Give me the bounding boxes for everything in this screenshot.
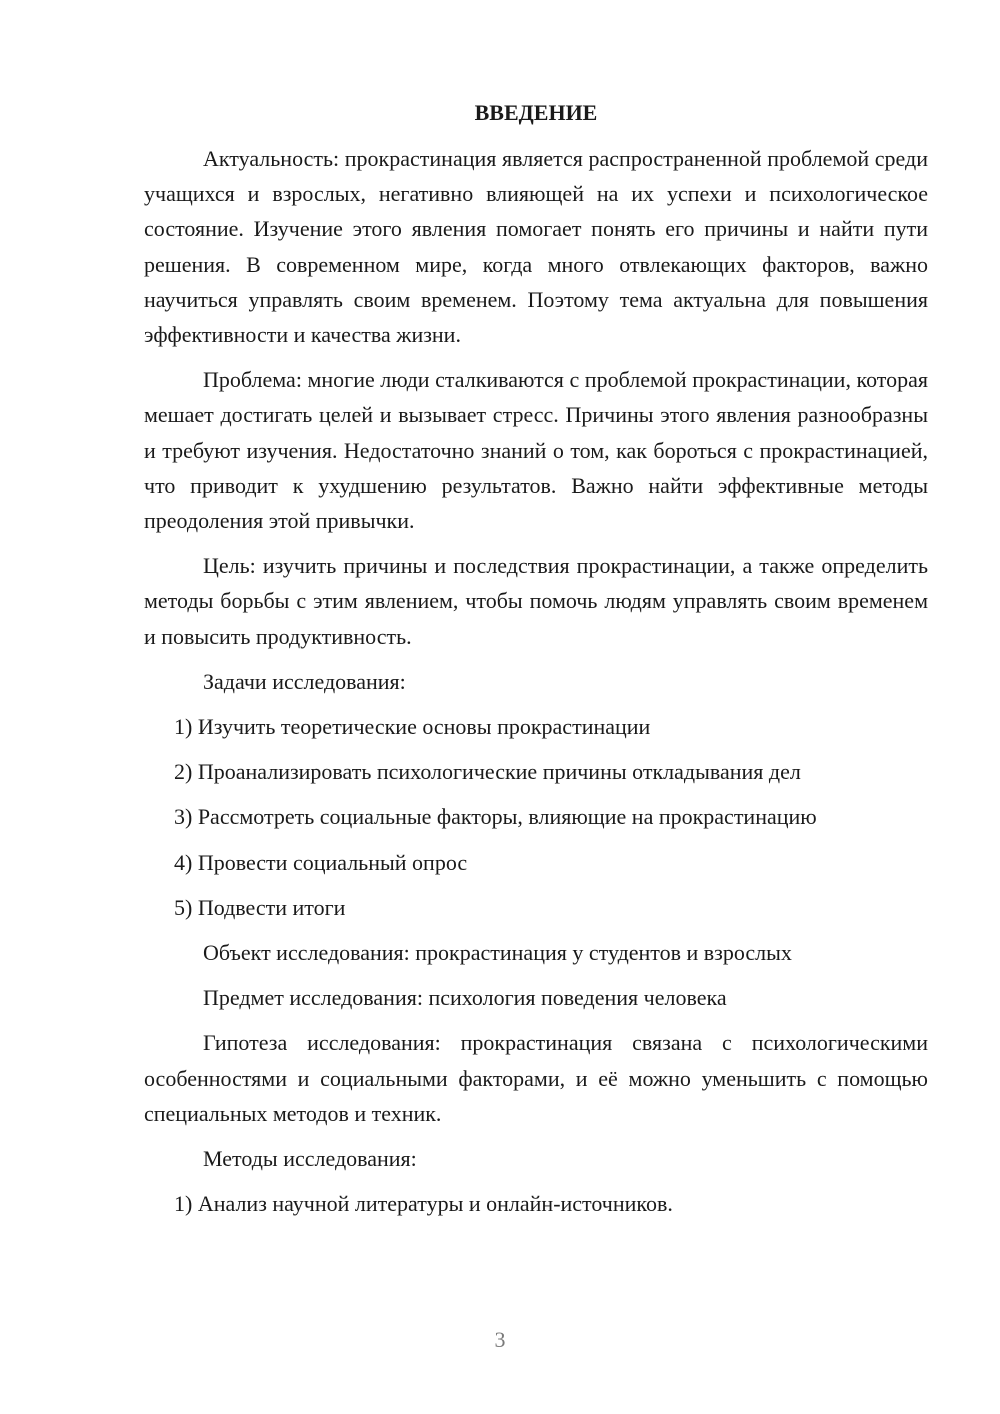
method-item-1: 1) Анализ научной литературы и онлайн-источников. (174, 1191, 673, 1217)
task-item-4: 4) Провести социальный опрос (174, 849, 468, 875)
methods-heading: Методы исследования: (203, 1146, 417, 1172)
section-title: ВВЕДЕНИЕ (474, 100, 598, 125)
relevance-paragraph: Актуальность: прокрастинация является распространенной проблемой среди учащихся и взрослых, негативно влияющей на их успехи и психологическое состояние. Изучение этого явления помогает понять его причины и найти пути решения. В современном мире, когда много отвлекающих факторов, важно научиться управлять своим временем. Поэтому тема актуальна для повышения эффективности и качества жизни. (144, 146, 928, 348)
document-page (144, 95, 928, 1231)
problem-paragraph: Проблема: многие люди сталкиваются с проблемой прокрастинации, которая мешает достигать целей и вызывает стресс. Причины этого явления разнообразны и требуют изучения. Недостаточно знаний о том, как бороться с прокрастинацией, что приводит к ухудшению результатов. Важно найти эффективные методы преодоления этой привычки. (144, 367, 928, 534)
research-subject: Предмет исследования: психология поведения человека (203, 985, 727, 1011)
page-number: 3 (494, 1327, 506, 1352)
task-item-2: 2) Проанализировать психологические причины откладывания дел (174, 759, 801, 785)
hypothesis-paragraph: Гипотеза исследования: прокрастинация связана с психологическими особенностями и социальными факторами, и её можно уменьшить с помощью специальных методов и техник. (144, 1030, 928, 1126)
tasks-heading: Задачи исследования: (203, 668, 406, 694)
research-object: Объект исследования: прокрастинация у студентов и взрослых (203, 940, 792, 966)
task-item-1: 1) Изучить теоретические основы прокрастинации (174, 714, 651, 740)
task-item-5: 5) Подвести итоги (174, 894, 346, 920)
goal-paragraph: Цель: изучить причины и последствия прокрастинации, а также определить методы борьбы с этим явлением, чтобы помочь людям управлять своим временем и повысить продуктивность. (144, 553, 928, 649)
task-item-3: 3) Рассмотреть социальные факторы, влияющие на прокрастинацию (174, 804, 817, 830)
